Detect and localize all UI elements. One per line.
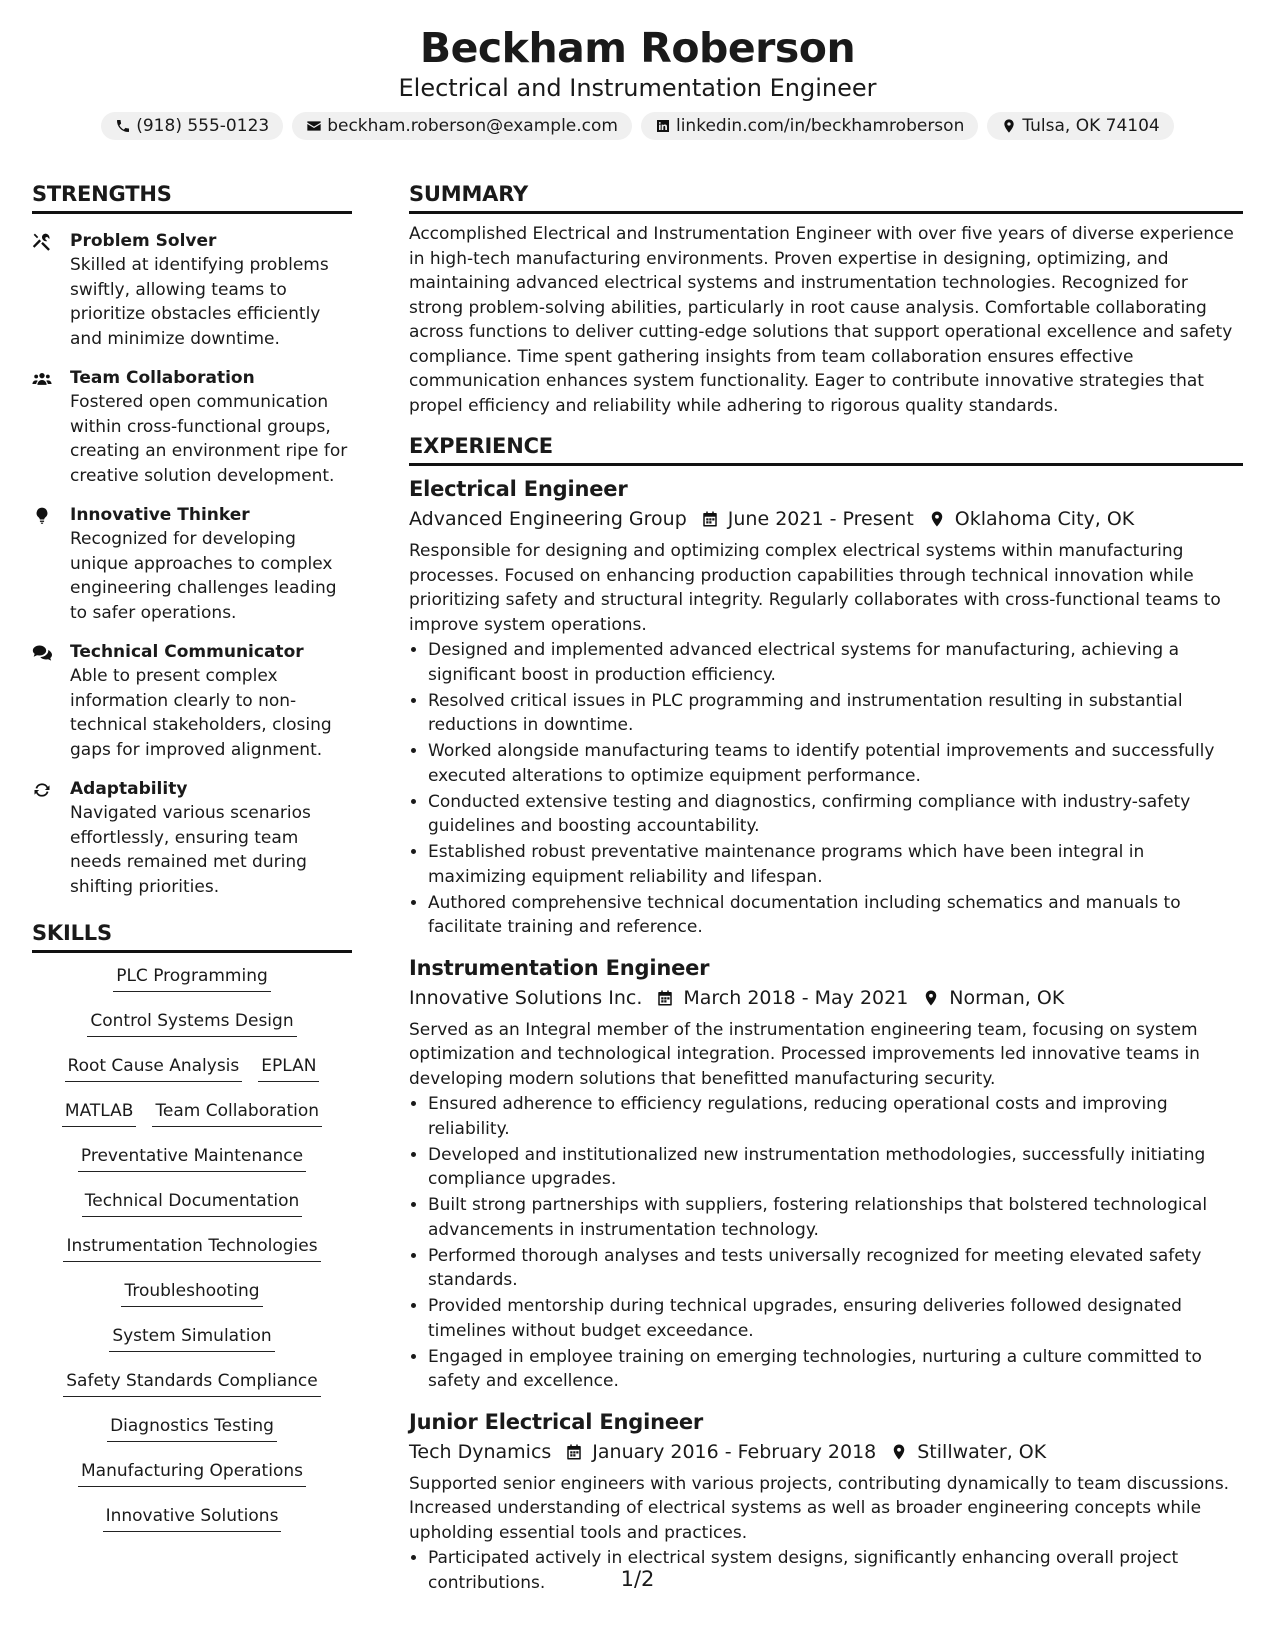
users-icon bbox=[32, 369, 52, 389]
strength-item bbox=[32, 640, 352, 762]
candidate-title: Electrical and Instrumentation Engineer bbox=[398, 74, 877, 102]
contact-phone[interactable] bbox=[101, 112, 283, 140]
job-dates: January 2016 - February 2018 bbox=[592, 1440, 877, 1463]
strengths-heading: STRENGTHS bbox=[32, 180, 352, 214]
job-title: Instrumentation Engineer bbox=[409, 955, 710, 980]
envelope-icon bbox=[306, 118, 322, 134]
tools-icon bbox=[32, 232, 52, 252]
location-text: Tulsa, OK 74104 bbox=[1022, 116, 1160, 136]
linkedin-text: linkedin.com/in/beckhamroberson bbox=[675, 116, 965, 136]
job-bullet: • Developed and institutionalized new instrumentation methodologies, successfully initiating compliance upgrades. bbox=[428, 1143, 1243, 1192]
job-bullet: • Resolved critical issues in PLC programming and instrumentation resulting in substantial reductions in downtime. bbox=[428, 689, 1243, 738]
strength-item bbox=[32, 366, 352, 488]
skill-tag: Technical Documentation bbox=[82, 1189, 303, 1217]
strength-item bbox=[32, 777, 352, 899]
skill-tag: Safety Standards Compliance bbox=[63, 1369, 320, 1397]
strength-desc: Fostered open communication within cross-functional groups, creating an environment ripe for creative solution development. bbox=[70, 392, 348, 486]
job-description: Responsible for designing and optimizing complex electrical systems within manufacturing processes. Focused on enhancing production capabilities through technical innovation while prioritizing safety and structural integrity. Regularly collaborates with cross-functional teams to improve system operations. bbox=[409, 541, 1221, 635]
job-company: Advanced Engineering Group bbox=[409, 508, 687, 530]
skill-tag: Root Cause Analysis bbox=[65, 1054, 243, 1082]
job-location: Norman, OK bbox=[949, 986, 1065, 1009]
job-company: Tech Dynamics bbox=[409, 1440, 552, 1463]
candidate-name: Beckham Roberson bbox=[419, 24, 856, 72]
job-dates: March 2018 - May 2021 bbox=[683, 986, 909, 1009]
job-dates: June 2021 - Present bbox=[727, 508, 914, 530]
job-bullet: • Conducted extensive testing and diagnostics, confirming compliance with industry-safety guidelines and boosting accountability. bbox=[428, 790, 1243, 839]
skill-tag: EPLAN bbox=[258, 1054, 319, 1082]
skill-tag: MATLAB bbox=[62, 1099, 137, 1127]
job-bullet: • Engaged in employee training on emerging technologies, nurturing a culture committed to safety and excellence. bbox=[428, 1345, 1243, 1394]
job-meta bbox=[409, 983, 1243, 1013]
strength-desc: Navigated various scenarios effortlessly, ensuring team needs remained met during shifting priorities. bbox=[70, 803, 311, 897]
map-marker-icon bbox=[928, 510, 946, 528]
map-marker-icon bbox=[1001, 118, 1017, 134]
skills-heading: SKILLS bbox=[32, 919, 352, 953]
job-bullets bbox=[409, 1092, 1243, 1394]
right-column bbox=[409, 180, 1243, 1597]
strength-title: Adaptability bbox=[70, 779, 188, 799]
skill-tag: Team Collaboration bbox=[152, 1099, 322, 1127]
skill-tag: Innovative Solutions bbox=[103, 1504, 282, 1532]
skill-tag: Control Systems Design bbox=[87, 1009, 296, 1037]
job-bullet: • Participated actively in electrical system designs, significantly enhancing overall project contributions. bbox=[428, 1546, 1243, 1595]
job-title: Junior Electrical Engineer bbox=[409, 1409, 704, 1434]
strength-item bbox=[32, 503, 352, 625]
skill-tag: Manufacturing Operations bbox=[78, 1459, 306, 1487]
strength-title: Problem Solver bbox=[70, 231, 217, 251]
job-entry bbox=[409, 475, 1243, 940]
job-bullets bbox=[409, 638, 1243, 940]
skill-tag: PLC Programming bbox=[113, 964, 271, 992]
job-bullet: • Provided mentorship during technical upgrades, ensuring deliveries followed designated timelines without budget exceedance. bbox=[428, 1294, 1243, 1343]
job-title: Electrical Engineer bbox=[409, 477, 628, 501]
skill-tag: Diagnostics Testing bbox=[107, 1414, 277, 1442]
skills-list bbox=[32, 964, 352, 1549]
job-meta bbox=[409, 1437, 1243, 1467]
contact-linkedin[interactable] bbox=[641, 112, 978, 140]
job-bullet: • Designed and implemented advanced electrical systems for manufacturing, achieving a significant boost in production efficiency. bbox=[428, 638, 1243, 687]
page-number: 1/2 bbox=[620, 1567, 655, 1591]
comments-icon bbox=[32, 643, 52, 663]
skill-tag: Instrumentation Technologies bbox=[63, 1234, 320, 1262]
job-location: Stillwater, OK bbox=[917, 1440, 1047, 1463]
job-entry bbox=[409, 954, 1243, 1394]
summary-text: Accomplished Electrical and Instrumentation Engineer with over five years of diverse experience in high-tech manufacturing environments. Proven expertise in designing, optimizing, and maintaining advanced electrical systems and instrumentation technologies. Recognized for strong problem-solving abilities, particularly in root cause analysis. Comfortable collaborating across functions to deliver cutting-edge solutions that support operational excellence and safety compliance. Time spent gathering insights from team collaboration ensures effective communication enhances system functionality. Eager to contribute innovative strategies that propel efficiency and reliability while adhering to rigorous quality standards. bbox=[409, 224, 1234, 416]
strength-title: Team Collaboration bbox=[70, 368, 255, 388]
job-description: Supported senior engineers with various projects, contributing dynamically to team discussions. Increased understanding of electrical systems as well as broader engineering concepts while upholding essential tools and practices. bbox=[409, 1473, 1230, 1543]
lightbulb-icon bbox=[32, 506, 52, 526]
strength-desc: Recognized for developing unique approaches to complex engineering challenges leading to safer operations. bbox=[70, 529, 337, 623]
map-marker-icon bbox=[922, 989, 940, 1007]
contact-email[interactable] bbox=[292, 112, 632, 140]
contact-location bbox=[987, 112, 1173, 140]
strength-desc: Skilled at identifying problems swiftly, allowing teams to prioritize obstacles efficiently and minimize downtime. bbox=[70, 255, 329, 349]
job-company: Innovative Solutions Inc. bbox=[409, 986, 643, 1009]
skill-tag: Troubleshooting bbox=[121, 1279, 262, 1307]
linkedin-icon bbox=[655, 118, 671, 134]
job-meta bbox=[409, 504, 1243, 534]
strength-title: Innovative Thinker bbox=[70, 505, 250, 525]
calendar-icon bbox=[565, 1443, 583, 1461]
contact-bar bbox=[0, 112, 1275, 140]
sync-icon bbox=[32, 780, 52, 800]
skill-tag: System Simulation bbox=[109, 1324, 274, 1352]
email-text: beckham.roberson@example.com bbox=[327, 116, 618, 136]
job-bullet: • Built strong partnerships with suppliers, fostering relationships that bolstered technological advancements in instrumentation technology. bbox=[428, 1193, 1243, 1242]
summary-heading: SUMMARY bbox=[409, 180, 1243, 214]
job-bullet: • Authored comprehensive technical documentation including schematics and manuals to facilitate training and reference. bbox=[428, 891, 1243, 940]
job-bullet: • Ensured adherence to efficiency regulations, reducing operational costs and improving reliability. bbox=[428, 1092, 1243, 1141]
calendar-icon bbox=[701, 510, 719, 528]
calendar-icon bbox=[656, 989, 674, 1007]
phone-icon bbox=[115, 118, 131, 134]
resume-header bbox=[0, 0, 1275, 140]
left-column bbox=[32, 180, 352, 1549]
job-location: Oklahoma City, OK bbox=[954, 508, 1135, 530]
job-description: Served as an Integral member of the instrumentation engineering team, focusing on system optimization and technological integration. Processed improvements led innovative teams in developing modern solutions that benefitted manufacturing security. bbox=[409, 1019, 1200, 1089]
experience-heading: EXPERIENCE bbox=[409, 432, 1243, 466]
strength-item bbox=[32, 229, 352, 351]
skill-tag: Preventative Maintenance bbox=[78, 1144, 306, 1172]
job-bullet: • Established robust preventative maintenance programs which have been integral in maximizing equipment reliability and lifespan. bbox=[428, 840, 1243, 889]
job-bullet: • Performed thorough analyses and tests universally recognized for meeting elevated safety standards. bbox=[428, 1244, 1243, 1293]
map-marker-icon bbox=[890, 1443, 908, 1461]
phone-text: (918) 555-0123 bbox=[136, 116, 270, 136]
job-bullet: • Worked alongside manufacturing teams to identify potential improvements and successfully executed alterations to optimize equipment performance. bbox=[428, 739, 1243, 788]
strength-desc: Able to present complex information clearly to non-technical stakeholders, closing gaps for improved alignment. bbox=[70, 666, 332, 760]
strength-title: Technical Communicator bbox=[70, 642, 304, 662]
